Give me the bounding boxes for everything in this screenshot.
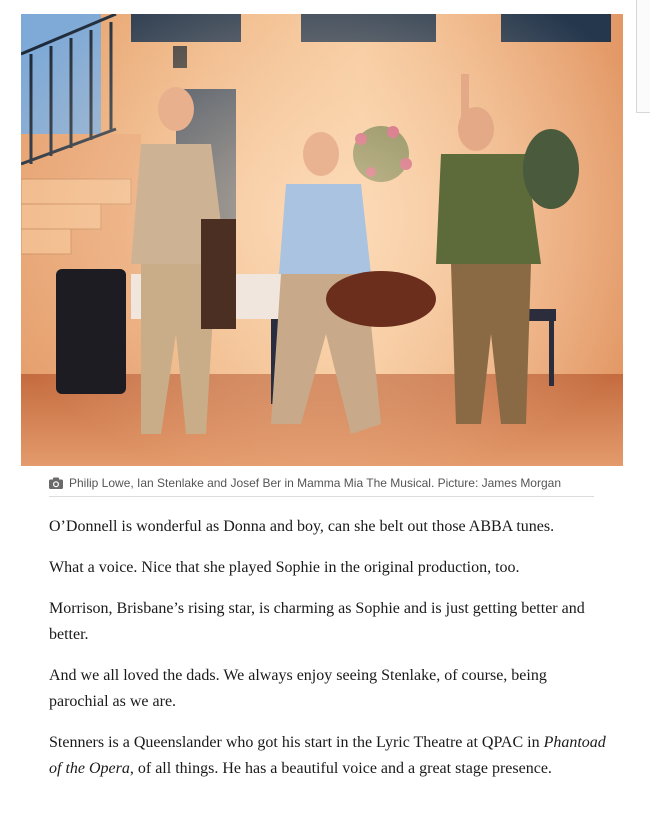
article-paragraph-2: What a voice. Nice that she played Sophie in the original production, too. [49, 559, 520, 576]
show-title-italic: Phantoad of the Opera [49, 734, 606, 777]
camera-icon [49, 477, 63, 489]
article-paragraph-5 [49, 730, 609, 782]
article-body [49, 514, 609, 782]
article-paragraph-3: Morrison, Brisbane’s rising star, is charming as Sophie and is just getting better and better. [49, 600, 585, 643]
caption-text: Philip Lowe, Ian Stenlake and Josef Ber in Mamma Mia The Musical. Picture: James Morgan [69, 476, 561, 490]
photo-caption [49, 470, 594, 497]
paragraph-5-text-end: , of all things. He has a beautiful voice and a great stage presence. [129, 760, 552, 777]
page-edge-panel [636, 0, 650, 113]
article-paragraph-1: O’Donnell is wonderful as Donna and boy, can she belt out those ABBA tunes. [49, 518, 555, 535]
paragraph-5-text-start: Stenners is a Queenslander who got his start in the Lyric Theatre at QPAC in [49, 734, 544, 751]
article-photo [21, 14, 623, 466]
article-paragraph-4: And we all loved the dads. We always enjoy seeing Stenlake, of course, being parochial as we are. [49, 667, 547, 710]
